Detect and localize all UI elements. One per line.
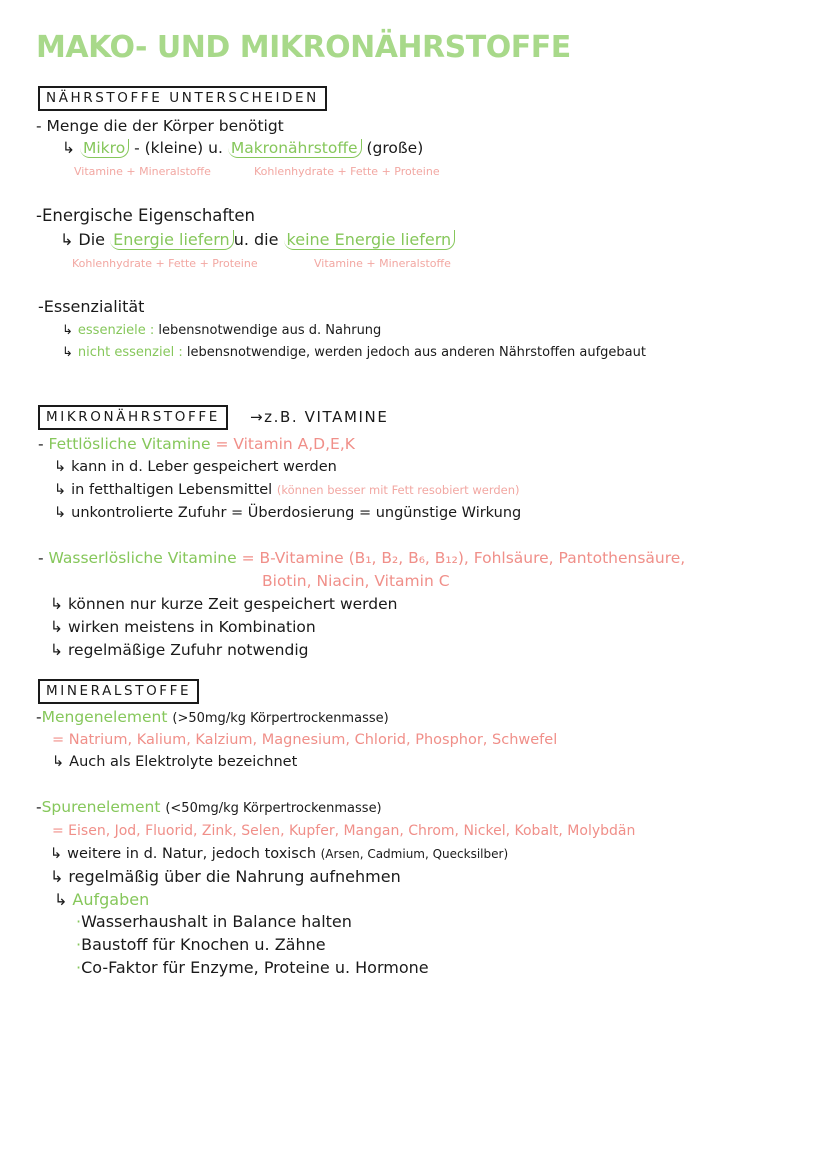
aufgaben-item-2 (76, 935, 326, 955)
wasser-label: Wasserlösliche Vitamine (48, 549, 237, 567)
arrow-icon: ↳ (50, 867, 64, 886)
mengen-unit: (>50mg/kg Körpertrockenmasse) (172, 711, 389, 726)
fett-line (38, 434, 355, 454)
section-heading-suffix: →z.B. VITAMINE (250, 408, 389, 426)
spuren-detail-1 (50, 844, 508, 864)
arrow-icon: ↳ (50, 641, 63, 659)
bullet-icon: · (76, 935, 82, 954)
spuren-detail-3 (54, 890, 149, 910)
fett-detail-1-text: kann in d. Leber gespeichert werden (71, 459, 337, 475)
arrow-icon: ↳ (54, 890, 68, 909)
aufgaben-item-3 (76, 958, 429, 978)
dash: - (38, 549, 44, 567)
energie-liefern-term: Energie liefern (110, 230, 234, 250)
fett-detail-2-note: (können besser mit Fett resobiert werden) (276, 483, 520, 497)
wasser-detail-2-text: wirken meistens in Kombination (68, 618, 316, 636)
essenziele-label: essenziele : (77, 323, 155, 338)
menge-note-right: Kohlenhydrate + Fette + Proteine (254, 165, 440, 178)
wasser-detail-2 (50, 617, 316, 637)
fett-label: Fettlösliche Vitamine (48, 435, 211, 453)
menge-line: - Menge die der Körper benötigt (36, 117, 284, 135)
mengen-label: Mengenelement (41, 708, 168, 726)
section-heading-mineralstoffe: MINERALSTOFFE (38, 679, 199, 704)
section-heading-mikronaehrstoffe: MIKRONÄHRSTOFFE (38, 405, 228, 430)
wasser-detail-3-text: regelmäßige Zufuhr notwendig (68, 641, 309, 659)
spuren-unit: (<50mg/kg Körpertrockenmasse) (165, 801, 382, 816)
essenz-line-1 (62, 321, 381, 341)
mengen-line (36, 707, 389, 729)
menge-end-text: (große) (366, 139, 424, 157)
fett-detail-2-text: in fetthaltigen Lebensmittel (71, 482, 273, 498)
wasser-eq-2: Biotin, Niacin, Vitamin C (262, 572, 450, 590)
dash: - (38, 435, 44, 453)
essenz-line-2 (62, 343, 646, 363)
energie-note-left: Kohlenhydrate + Fette + Proteine (72, 257, 258, 270)
fett-detail-3-text: unkontrolierte Zufuhr = Überdosierung = ungünstige Wirkung (71, 505, 522, 521)
essenziele-text: lebensnotwendige aus d. Nahrung (158, 323, 382, 338)
dash: - (36, 798, 42, 816)
keine-energie-term: keine Energie liefern (284, 230, 456, 250)
aufgaben-item-3-text: Co-Faktor für Enzyme, Proteine u. Hormone (81, 958, 429, 977)
menge-detail-line (62, 138, 423, 158)
spuren-label: Spurenelement (41, 798, 161, 816)
arrow-icon: ↳ (60, 230, 74, 249)
arrow-icon: ↳ (62, 139, 75, 157)
page-title: MAKO- UND MIKRONÄHRSTOFFE (36, 30, 571, 65)
bullet-icon: · (76, 958, 82, 977)
mengen-detail-1 (52, 752, 297, 772)
energie-note-right: Vitamine + Mineralstoffe (314, 257, 451, 270)
spuren-detail-2 (50, 867, 401, 887)
bullet-icon: · (76, 912, 82, 931)
arrow-icon: ↳ (62, 345, 73, 360)
nicht-essenziel-text: lebensnotwendige, werden jedoch aus anderen Nährstoffen aufgebaut (186, 345, 646, 360)
arrow-icon: ↳ (52, 754, 65, 770)
spuren-list: = Eisen, Jod, Fluorid, Zink, Selen, Kupfer, Mangan, Chrom, Nickel, Kobalt, Molybdän (52, 823, 636, 839)
aufgaben-item-1-text: Wasserhaushalt in Balance halten (81, 912, 352, 931)
wasser-line (38, 548, 685, 568)
aufgaben-item-1 (76, 912, 352, 932)
fett-eq: = Vitamin A,D,E,K (215, 435, 355, 453)
spuren-detail-1-note: (Arsen, Cadmium, Quecksilber) (320, 847, 509, 861)
section-heading-naehrstoffe: NÄHRSTOFFE UNTERSCHEIDEN (38, 86, 327, 111)
wasser-detail-3 (50, 640, 308, 660)
arrow-icon: ↳ (50, 595, 63, 613)
arrow-icon: ↳ (50, 618, 63, 636)
menge-note-left: Vitamine + Mineralstoffe (74, 165, 211, 178)
wasser-detail-1 (50, 594, 397, 614)
spuren-line (36, 797, 382, 819)
makro-term: Makronährstoffe (228, 139, 362, 158)
energie-pre-text: Die (78, 230, 106, 249)
energie-detail-line (60, 230, 455, 250)
wasser-detail-1-text: können nur kurze Zeit gespeichert werden (68, 595, 398, 613)
arrow-icon: ↳ (54, 505, 67, 521)
dash: - (36, 708, 42, 726)
energie-line: -Energische Eigenschaften (36, 206, 255, 225)
fett-detail-2 (54, 480, 520, 500)
arrow-icon: ↳ (54, 482, 67, 498)
aufgaben-label: Aufgaben (72, 890, 150, 909)
arrow-icon: ↳ (54, 459, 67, 475)
menge-mid-text: - (kleine) u. (134, 139, 223, 157)
mengen-detail-1-text: Auch als Elektrolyte bezeichnet (69, 754, 298, 770)
arrow-icon: ↳ (62, 323, 73, 338)
energie-mid-text: u. die (233, 230, 279, 249)
essenz-line: -Essenzialität (38, 297, 145, 316)
fett-detail-1 (54, 457, 337, 477)
aufgaben-item-2-text: Baustoff für Knochen u. Zähne (81, 935, 326, 954)
arrow-icon: ↳ (50, 846, 63, 862)
mikro-term: Mikro (80, 139, 129, 158)
nicht-essenziel-label: nicht essenziel : (77, 345, 183, 360)
wasser-eq: = B-Vitamine (B₁, B₂, B₆, B₁₂), Fohlsäure, Pantothensäure, (241, 549, 686, 567)
spuren-detail-1-text: weitere in d. Natur, jedoch toxisch (67, 846, 317, 862)
fett-detail-3 (54, 503, 521, 523)
mengen-list: = Natrium, Kalium, Kalzium, Magnesium, Chlorid, Phosphor, Schwefel (52, 732, 558, 748)
spuren-detail-2-text: regelmäßig über die Nahrung aufnehmen (68, 867, 401, 886)
